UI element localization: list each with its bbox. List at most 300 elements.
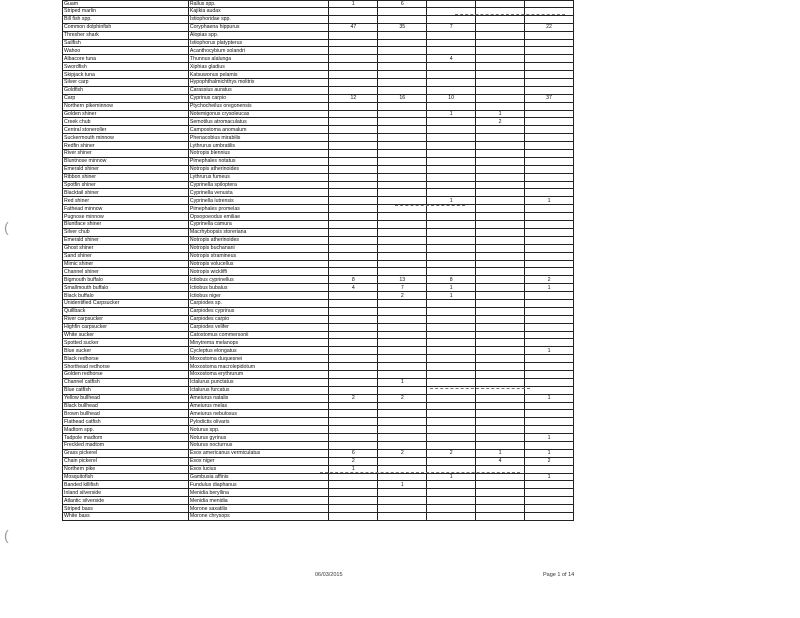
count-cell bbox=[378, 386, 427, 394]
count-cell bbox=[378, 228, 427, 236]
scientific-name-cell: Istiophoridae spp. bbox=[188, 15, 328, 23]
count-cell bbox=[525, 441, 574, 449]
common-name-cell: Ghost shiner bbox=[63, 244, 189, 252]
count-cell bbox=[427, 378, 476, 386]
table-row bbox=[63, 23, 574, 31]
count-cell bbox=[329, 221, 378, 229]
count-cell bbox=[329, 79, 378, 87]
count-cell: 1 bbox=[476, 110, 525, 118]
count-cell bbox=[476, 402, 525, 410]
count-cell bbox=[427, 347, 476, 355]
common-name-cell: River shiner bbox=[63, 150, 189, 158]
count-cell bbox=[476, 47, 525, 55]
count-cell: 8 bbox=[427, 276, 476, 284]
table-row bbox=[63, 434, 574, 442]
count-cell bbox=[476, 221, 525, 229]
count-cell: 4 bbox=[476, 457, 525, 465]
count-cell bbox=[329, 481, 378, 489]
count-cell bbox=[476, 1, 525, 8]
table-row bbox=[63, 497, 574, 505]
count-cell bbox=[378, 268, 427, 276]
common-name-cell: Carp bbox=[63, 94, 189, 102]
count-cell bbox=[427, 213, 476, 221]
count-cell bbox=[378, 102, 427, 110]
table-row bbox=[63, 79, 574, 87]
common-name-cell: Smallmouth buffalo bbox=[63, 284, 189, 292]
count-cell bbox=[329, 8, 378, 16]
count-cell bbox=[427, 323, 476, 331]
count-cell bbox=[525, 71, 574, 79]
scientific-name-cell: Ictalurus punctatus bbox=[188, 378, 328, 386]
count-cell bbox=[329, 441, 378, 449]
count-cell bbox=[476, 205, 525, 213]
footer-page-number: Page 1 of 14 bbox=[543, 572, 575, 578]
table-row bbox=[63, 55, 574, 63]
count-cell bbox=[476, 252, 525, 260]
scientific-name-cell: Carpiodes carpio bbox=[188, 315, 328, 323]
count-cell bbox=[329, 323, 378, 331]
scientific-name-cell: Fundulus diaphanus bbox=[188, 481, 328, 489]
count-cell bbox=[378, 473, 427, 481]
count-cell bbox=[329, 228, 378, 236]
scientific-name-cell: Notropis blennius bbox=[188, 150, 328, 158]
count-cell bbox=[378, 47, 427, 55]
count-cell bbox=[427, 505, 476, 513]
common-name-cell: Striped bass bbox=[63, 505, 189, 513]
table-row bbox=[63, 205, 574, 213]
table-row bbox=[63, 410, 574, 418]
count-cell bbox=[329, 513, 378, 521]
count-cell bbox=[329, 473, 378, 481]
common-name-cell: Guam bbox=[63, 1, 189, 8]
count-cell bbox=[427, 441, 476, 449]
count-cell bbox=[525, 299, 574, 307]
count-cell bbox=[427, 63, 476, 71]
table-row bbox=[63, 363, 574, 371]
scientific-name-cell: Morone chrysops bbox=[188, 513, 328, 521]
count-cell bbox=[329, 307, 378, 315]
count-cell bbox=[329, 165, 378, 173]
count-cell bbox=[427, 457, 476, 465]
count-cell bbox=[378, 165, 427, 173]
scientific-name-cell: Moxostoma macrolepidotum bbox=[188, 363, 328, 371]
count-cell bbox=[525, 39, 574, 47]
table-row bbox=[63, 481, 574, 489]
count-cell bbox=[427, 252, 476, 260]
table-row bbox=[63, 165, 574, 173]
count-cell bbox=[476, 315, 525, 323]
count-cell bbox=[427, 31, 476, 39]
count-cell bbox=[427, 86, 476, 94]
count-cell bbox=[476, 339, 525, 347]
count-cell bbox=[329, 497, 378, 505]
scientific-name-cell: Phenacobius mirabilis bbox=[188, 134, 328, 142]
count-cell bbox=[329, 378, 378, 386]
count-cell bbox=[525, 63, 574, 71]
count-cell: 10 bbox=[427, 94, 476, 102]
count-cell bbox=[378, 307, 427, 315]
common-name-cell: Bluntface shiner bbox=[63, 221, 189, 229]
count-cell bbox=[378, 118, 427, 126]
count-cell bbox=[525, 165, 574, 173]
scientific-name-cell: Rallus spp. bbox=[188, 1, 328, 8]
count-cell: 35 bbox=[378, 23, 427, 31]
scientific-name-cell: Notropis buchanani bbox=[188, 244, 328, 252]
count-cell bbox=[427, 71, 476, 79]
count-cell bbox=[329, 299, 378, 307]
table-row bbox=[63, 402, 574, 410]
scientific-name-cell: Ameiurus nebulosus bbox=[188, 410, 328, 418]
count-cell bbox=[476, 370, 525, 378]
count-cell bbox=[427, 39, 476, 47]
count-cell bbox=[427, 221, 476, 229]
count-cell bbox=[525, 252, 574, 260]
table-row bbox=[63, 426, 574, 434]
count-cell bbox=[525, 315, 574, 323]
scientific-name-cell: Carassius auratus bbox=[188, 86, 328, 94]
count-cell bbox=[476, 15, 525, 23]
count-cell bbox=[378, 252, 427, 260]
table-row bbox=[63, 63, 574, 71]
count-cell bbox=[378, 244, 427, 252]
count-cell bbox=[378, 31, 427, 39]
table-row bbox=[63, 228, 574, 236]
scientific-name-cell: Moxostoma erythrurum bbox=[188, 370, 328, 378]
count-cell bbox=[378, 497, 427, 505]
scientific-name-cell: Semotilus atromaculatus bbox=[188, 118, 328, 126]
count-cell bbox=[427, 126, 476, 134]
common-name-cell: Tadpole madtom bbox=[63, 434, 189, 442]
common-name-cell: Golden redhorse bbox=[63, 370, 189, 378]
scientific-name-cell: Kajikia audax bbox=[188, 8, 328, 16]
table-row bbox=[63, 307, 574, 315]
scientific-name-cell: Notemigonus crysoleucas bbox=[188, 110, 328, 118]
common-name-cell: River carpsucker bbox=[63, 315, 189, 323]
count-cell bbox=[427, 299, 476, 307]
common-name-cell: Unidentified Carpsucker bbox=[63, 299, 189, 307]
count-cell bbox=[329, 347, 378, 355]
common-name-cell: Atlantic silverside bbox=[63, 497, 189, 505]
count-cell bbox=[427, 434, 476, 442]
count-cell bbox=[378, 418, 427, 426]
count-cell bbox=[427, 228, 476, 236]
scientific-name-cell: Cyprinus carpio bbox=[188, 94, 328, 102]
table-row bbox=[63, 378, 574, 386]
common-name-cell: White sucker bbox=[63, 331, 189, 339]
common-name-cell: Sailfish bbox=[63, 39, 189, 47]
count-cell bbox=[427, 118, 476, 126]
count-cell bbox=[378, 434, 427, 442]
common-name-cell: Shorthead redhorse bbox=[63, 363, 189, 371]
count-cell: 22 bbox=[525, 23, 574, 31]
common-name-cell: Flathead catfish bbox=[63, 418, 189, 426]
common-name-cell: Albacore tuna bbox=[63, 55, 189, 63]
count-cell bbox=[378, 189, 427, 197]
count-cell bbox=[476, 307, 525, 315]
scientific-name-cell: Ictiobus niger bbox=[188, 292, 328, 300]
common-name-cell: White bass bbox=[63, 513, 189, 521]
count-cell: 8 bbox=[329, 276, 378, 284]
count-cell bbox=[329, 260, 378, 268]
count-cell bbox=[329, 244, 378, 252]
table-row bbox=[63, 315, 574, 323]
count-cell bbox=[525, 173, 574, 181]
scientific-name-cell: Esox niger bbox=[188, 457, 328, 465]
count-cell bbox=[525, 31, 574, 39]
count-cell bbox=[525, 47, 574, 55]
count-cell bbox=[476, 426, 525, 434]
scientific-name-cell: Carpiodes sp. bbox=[188, 299, 328, 307]
count-cell: 1 bbox=[329, 1, 378, 8]
count-cell bbox=[476, 213, 525, 221]
common-name-cell: Northern pike bbox=[63, 465, 189, 473]
count-cell: 2 bbox=[525, 457, 574, 465]
count-cell bbox=[525, 205, 574, 213]
table-row bbox=[63, 31, 574, 39]
common-name-cell: Grass pickerel bbox=[63, 449, 189, 457]
common-name-cell: Channel shiner bbox=[63, 268, 189, 276]
count-cell bbox=[525, 323, 574, 331]
count-cell: 37 bbox=[525, 94, 574, 102]
scientific-name-cell: Alopias spp. bbox=[188, 31, 328, 39]
count-cell: 2 bbox=[427, 449, 476, 457]
count-cell bbox=[378, 134, 427, 142]
count-cell bbox=[476, 323, 525, 331]
count-cell bbox=[329, 213, 378, 221]
count-cell bbox=[427, 410, 476, 418]
common-name-cell: Yellow bullhead bbox=[63, 394, 189, 402]
count-cell bbox=[329, 315, 378, 323]
count-cell: 7 bbox=[378, 284, 427, 292]
count-cell bbox=[378, 15, 427, 23]
count-cell bbox=[329, 402, 378, 410]
scan-artifact-line bbox=[395, 205, 465, 206]
scientific-name-cell: Minytrema melanops bbox=[188, 339, 328, 347]
scientific-name-cell: Pimephales notatus bbox=[188, 157, 328, 165]
common-name-cell: Blue sucker bbox=[63, 347, 189, 355]
count-cell bbox=[525, 331, 574, 339]
count-cell bbox=[525, 307, 574, 315]
scientific-name-cell: Moxostoma duquesnei bbox=[188, 355, 328, 363]
count-cell bbox=[378, 323, 427, 331]
count-cell bbox=[329, 47, 378, 55]
common-name-cell: Freckled madtom bbox=[63, 441, 189, 449]
scientific-name-cell: Opsopoeodus emiliae bbox=[188, 213, 328, 221]
common-name-cell: Bill fish spp. bbox=[63, 15, 189, 23]
count-cell bbox=[476, 347, 525, 355]
count-cell bbox=[525, 268, 574, 276]
table-row bbox=[63, 173, 574, 181]
count-cell: 1 bbox=[525, 449, 574, 457]
count-cell bbox=[525, 189, 574, 197]
count-cell bbox=[378, 221, 427, 229]
scientific-name-cell: Noturus gyrinus bbox=[188, 434, 328, 442]
count-cell bbox=[378, 315, 427, 323]
count-cell bbox=[427, 150, 476, 158]
common-name-cell: Striped marlin bbox=[63, 8, 189, 16]
table-row bbox=[63, 449, 574, 457]
common-name-cell: Goldfish bbox=[63, 86, 189, 94]
count-cell bbox=[476, 142, 525, 150]
count-cell bbox=[427, 142, 476, 150]
count-cell bbox=[476, 299, 525, 307]
count-cell bbox=[525, 118, 574, 126]
count-cell bbox=[476, 165, 525, 173]
count-cell bbox=[427, 173, 476, 181]
count-cell bbox=[427, 370, 476, 378]
count-cell bbox=[378, 142, 427, 150]
common-name-cell: Spotted sucker bbox=[63, 339, 189, 347]
count-cell bbox=[525, 260, 574, 268]
count-cell: 13 bbox=[378, 276, 427, 284]
count-cell bbox=[476, 86, 525, 94]
scientific-name-cell: Noturus nocturnus bbox=[188, 441, 328, 449]
table-row bbox=[63, 505, 574, 513]
table-row bbox=[63, 513, 574, 521]
count-cell bbox=[476, 394, 525, 402]
table-row bbox=[63, 347, 574, 355]
count-cell bbox=[476, 102, 525, 110]
count-cell bbox=[476, 228, 525, 236]
table-row bbox=[63, 213, 574, 221]
count-cell bbox=[476, 173, 525, 181]
count-cell bbox=[525, 505, 574, 513]
count-cell: 1 bbox=[329, 465, 378, 473]
common-name-cell: Silver carp bbox=[63, 79, 189, 87]
binding-hole-mark: ( bbox=[4, 219, 9, 235]
count-cell bbox=[427, 307, 476, 315]
count-cell bbox=[427, 268, 476, 276]
count-cell bbox=[329, 252, 378, 260]
count-cell bbox=[525, 86, 574, 94]
count-cell bbox=[476, 276, 525, 284]
count-cell bbox=[525, 426, 574, 434]
common-name-cell: Emerald shiner bbox=[63, 236, 189, 244]
count-cell bbox=[329, 86, 378, 94]
scientific-name-cell: Xiphias gladius bbox=[188, 63, 328, 71]
scientific-name-cell: Esox lucius bbox=[188, 465, 328, 473]
count-cell bbox=[378, 355, 427, 363]
scientific-name-cell: Ameiurus melas bbox=[188, 402, 328, 410]
count-cell bbox=[476, 363, 525, 371]
common-name-cell: Common dolphinfish bbox=[63, 23, 189, 31]
count-cell bbox=[427, 489, 476, 497]
count-cell: 4 bbox=[427, 55, 476, 63]
count-cell: 1 bbox=[525, 394, 574, 402]
count-cell bbox=[476, 513, 525, 521]
scientific-name-cell: Menidia menidia bbox=[188, 497, 328, 505]
common-name-cell: Quillback bbox=[63, 307, 189, 315]
table-row bbox=[63, 102, 574, 110]
count-cell bbox=[329, 189, 378, 197]
common-name-cell: Banded killifish bbox=[63, 481, 189, 489]
count-cell bbox=[525, 489, 574, 497]
count-cell: 2 bbox=[329, 457, 378, 465]
count-cell: 2 bbox=[378, 394, 427, 402]
common-name-cell: Golden shiner bbox=[63, 110, 189, 118]
count-cell: 6 bbox=[378, 1, 427, 8]
count-cell bbox=[525, 15, 574, 23]
scientific-name-cell: Notropis wickliffi bbox=[188, 268, 328, 276]
count-cell bbox=[378, 347, 427, 355]
count-cell bbox=[476, 410, 525, 418]
count-cell bbox=[378, 213, 427, 221]
common-name-cell: Skipjack tuna bbox=[63, 71, 189, 79]
scientific-name-cell: Macrhybopsis storeriana bbox=[188, 228, 328, 236]
count-cell bbox=[525, 213, 574, 221]
common-name-cell: Silver chub bbox=[63, 228, 189, 236]
common-name-cell: Blue catfish bbox=[63, 386, 189, 394]
scientific-name-cell: Notropis atherinoides bbox=[188, 165, 328, 173]
count-cell bbox=[378, 181, 427, 189]
common-name-cell: Black buffalo bbox=[63, 292, 189, 300]
count-cell bbox=[427, 244, 476, 252]
count-cell bbox=[476, 434, 525, 442]
table-row bbox=[63, 142, 574, 150]
count-cell bbox=[329, 386, 378, 394]
count-cell: 6 bbox=[329, 449, 378, 457]
scientific-name-cell: Thunnus alalunga bbox=[188, 55, 328, 63]
common-name-cell: Thresher shark bbox=[63, 31, 189, 39]
table-row bbox=[63, 457, 574, 465]
count-cell bbox=[476, 355, 525, 363]
count-cell bbox=[329, 268, 378, 276]
count-cell bbox=[525, 221, 574, 229]
count-cell bbox=[378, 197, 427, 205]
count-cell bbox=[525, 363, 574, 371]
count-cell bbox=[525, 465, 574, 473]
count-cell bbox=[378, 63, 427, 71]
count-cell bbox=[378, 157, 427, 165]
count-cell bbox=[525, 102, 574, 110]
table-row bbox=[63, 260, 574, 268]
count-cell bbox=[525, 402, 574, 410]
count-cell bbox=[378, 299, 427, 307]
count-cell bbox=[525, 228, 574, 236]
count-cell bbox=[378, 71, 427, 79]
count-cell bbox=[329, 434, 378, 442]
count-cell bbox=[378, 370, 427, 378]
count-cell bbox=[329, 410, 378, 418]
count-cell bbox=[378, 441, 427, 449]
count-cell bbox=[476, 473, 525, 481]
count-cell bbox=[525, 386, 574, 394]
count-cell bbox=[476, 505, 525, 513]
common-name-cell: Creek chub bbox=[63, 118, 189, 126]
scientific-name-cell: Katsuwonus pelamis bbox=[188, 71, 328, 79]
common-name-cell: Channel catfish bbox=[63, 378, 189, 386]
common-name-cell: Black redhorse bbox=[63, 355, 189, 363]
scientific-name-cell: Lythrurus fumeus bbox=[188, 173, 328, 181]
count-cell bbox=[427, 102, 476, 110]
scientific-name-cell: Hypophthalmichthys molitrix bbox=[188, 79, 328, 87]
count-cell bbox=[329, 71, 378, 79]
count-cell bbox=[427, 481, 476, 489]
count-cell bbox=[525, 181, 574, 189]
table-row bbox=[63, 489, 574, 497]
count-cell bbox=[525, 79, 574, 87]
count-cell bbox=[378, 8, 427, 16]
count-cell bbox=[329, 197, 378, 205]
scientific-name-cell: Noturus spp. bbox=[188, 426, 328, 434]
count-cell bbox=[329, 126, 378, 134]
count-cell bbox=[427, 355, 476, 363]
common-name-cell: Madtom spp. bbox=[63, 426, 189, 434]
table-row bbox=[63, 15, 574, 23]
table-row bbox=[63, 323, 574, 331]
common-name-cell: Mimic shiner bbox=[63, 260, 189, 268]
count-cell bbox=[525, 126, 574, 134]
